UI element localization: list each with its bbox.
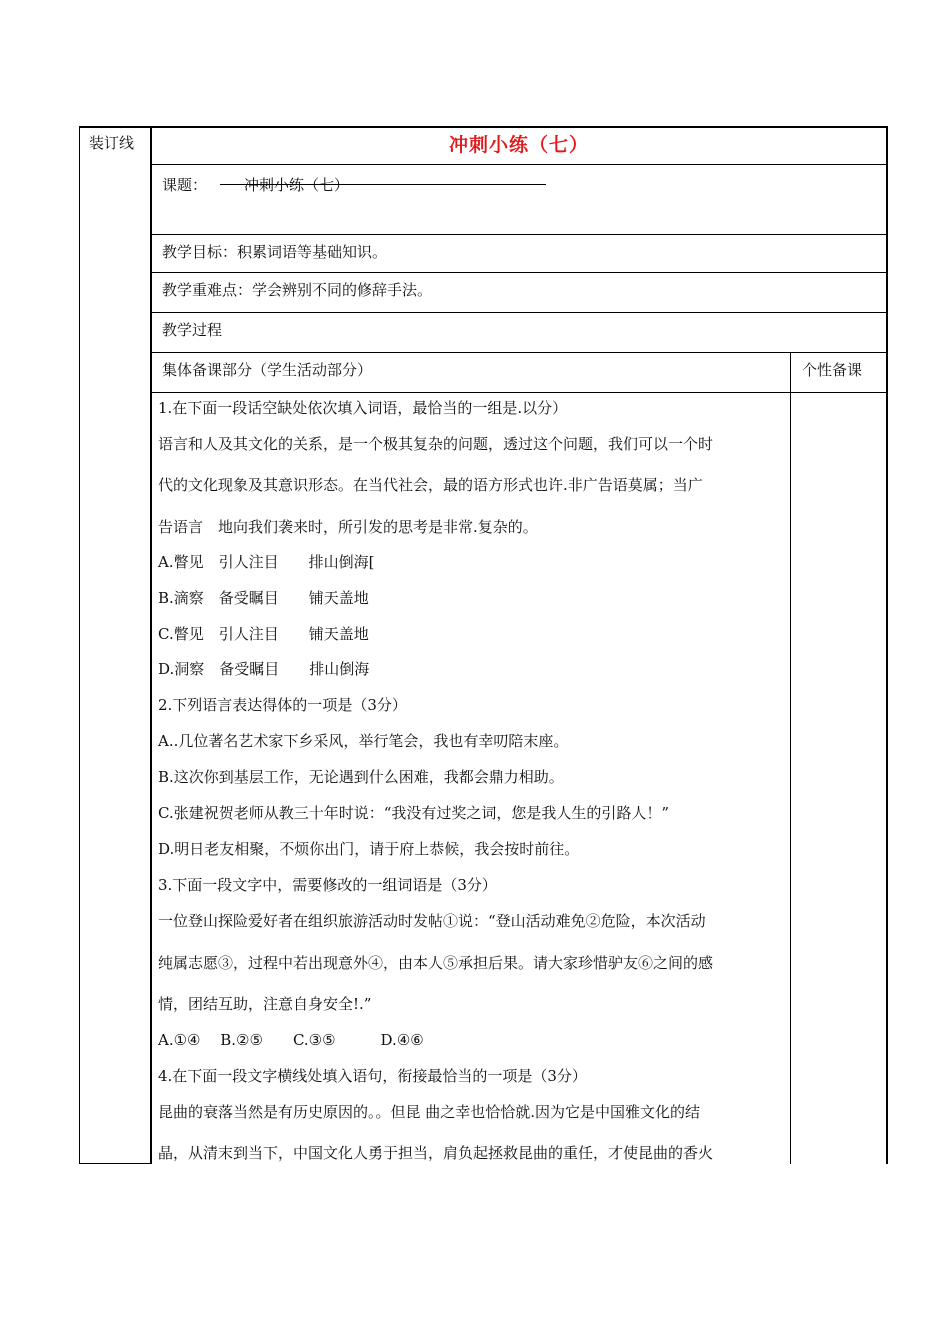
- content-line: 4.在下面一段文字横线处填入语句，衔接最恰当的一项是（3分）: [158, 1067, 587, 1085]
- personal-notes-cell: [790, 392, 888, 1164]
- content-line: 一位登山探险爱好者在组织旅游活动时发帖①说：“登山活动难免②危险，本次活动: [158, 912, 706, 930]
- content-line: 语言和人及其文化的关系，是一个极其复杂的问题，透过这个问题，我们可以一个时: [158, 435, 714, 453]
- content-line: A.瞥见 引人注目 排山倒海[: [158, 553, 375, 571]
- content-line: 3.下面一段文字中，需要修改的一组词语是（3分）: [158, 876, 497, 894]
- content-line: B.这次你到基层工作，无论遇到什么困难，我都会鼎力相助。: [158, 768, 564, 786]
- objective-text: 教学目标：积累词语等基础知识。: [162, 243, 388, 261]
- content-line: 2.下列语言表达得体的一项是（3分）: [158, 696, 407, 714]
- content-line: D.明日老友相聚，不烦你出门，请于府上恭候，我会按时前往。: [158, 840, 580, 858]
- page-title: 冲刺小练（七）: [448, 134, 589, 156]
- content-line: 告语言 地向我们袭来时，所引发的思考是非常.复杂的。: [158, 518, 538, 536]
- topic-underline: [220, 184, 546, 185]
- content-line: 情，团结互助，注意自身安全!.”: [158, 995, 372, 1013]
- content-line: C.张建祝贺老师从教三十年时说：“我没有过奖之词，您是我人生的引路人！”: [158, 804, 670, 822]
- collective-header: 集体备课部分（学生活动部分）: [162, 361, 373, 379]
- topic-value: 冲刺小练（七）: [244, 176, 350, 194]
- content-line: 昆曲的衰落当然是有历史原因的。。但昆 曲之幸也恰恰就.因为它是中国雅文化的结: [158, 1103, 701, 1121]
- personal-header: 个性备课: [802, 361, 863, 379]
- row-divider: [152, 164, 886, 165]
- topic-label: 课题：: [162, 176, 208, 194]
- process-label: 教学过程: [162, 321, 223, 339]
- content-line: 代的文化现象及其意识形态。在当代社会，最的语方形式也许.非广告语莫属；当广: [158, 476, 703, 494]
- binding-label: 装订线: [89, 134, 135, 152]
- row-divider: [152, 312, 886, 313]
- content-line: B.滴察 备受瞩目 铺天盖地: [158, 589, 369, 607]
- content-line: 1.在下面一段话空缺处依次填入词语，最恰当的一组是.以分）: [158, 399, 568, 417]
- row-divider: [152, 234, 886, 235]
- key-points-text: 教学重难点：学会辨别不同的修辞手法。: [162, 281, 433, 299]
- binding-column: [79, 126, 150, 1164]
- row-divider: [152, 352, 886, 353]
- row-divider: [152, 272, 886, 273]
- content-line: C.瞥见 引人注目 铺天盖地: [158, 625, 369, 643]
- content-line: 晶，从清末到当下，中国文化人勇于担当，肩负起拯救昆曲的重任，才使昆曲的香火: [158, 1144, 714, 1162]
- content-line: D.洞察 备受瞩目 排山倒海: [158, 660, 370, 678]
- row-divider: [152, 392, 886, 393]
- content-line: 纯属志愿③，过程中若出现意外④，由本人⑤承担后果。请大家珍惜驴友⑥之间的感: [158, 954, 714, 972]
- content-line: A.①④ B.②⑤ C.③⑤ D.④⑥: [158, 1031, 424, 1049]
- content-line: A..几位著名艺术家下乡采风，举行笔会，我也有幸叨陪末座。: [158, 732, 569, 750]
